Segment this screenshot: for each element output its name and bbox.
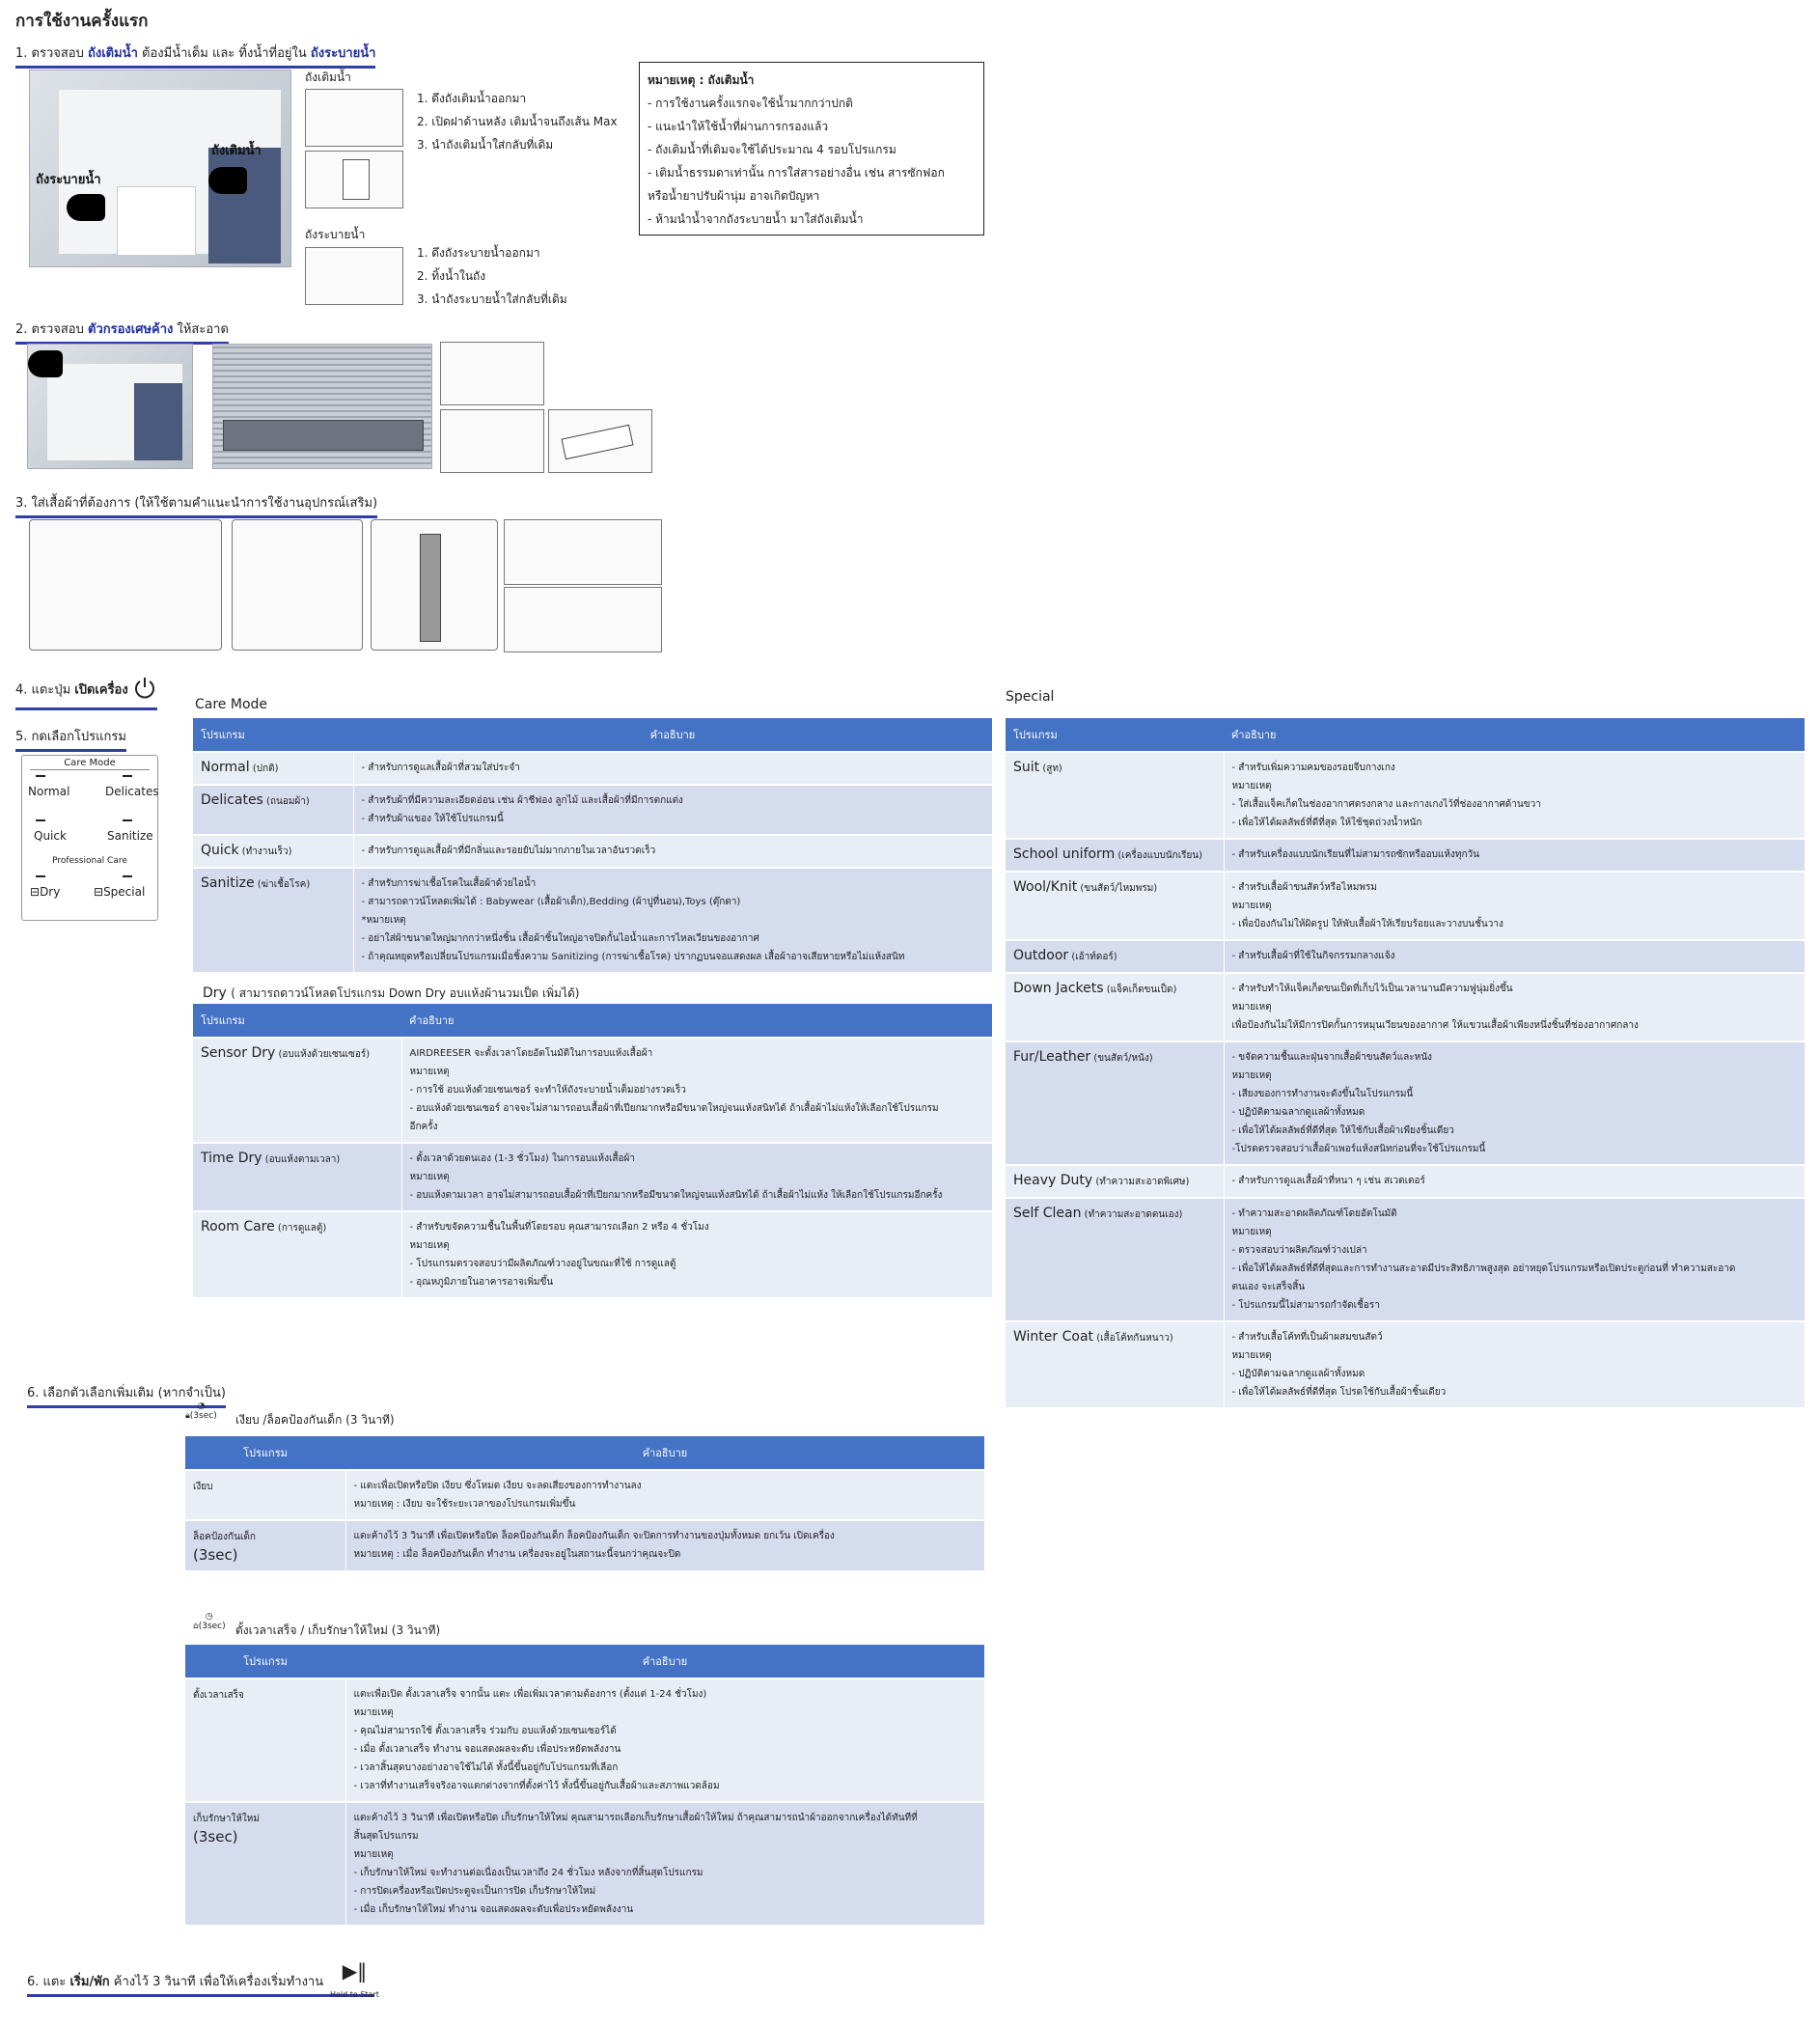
program-name: ตั้งเวลาเสร็จ — [193, 1690, 244, 1701]
quiet-title: เงียบ /ล็อคป้องกันเด็ก (3 วินาที) — [235, 1413, 395, 1427]
program-name-cell — [1006, 1321, 1224, 1408]
note-line-6: - ห้ามนำน้ำจากถังระบายน้ำ มาใส่ถังเติมน้ำ — [648, 212, 864, 226]
quiet-table — [185, 1436, 984, 1572]
program-name-cell — [185, 1470, 345, 1520]
program-name: เก็บรักษาให้ใหม่ — [193, 1814, 260, 1824]
pointing-hand-icon — [67, 194, 105, 221]
hanger-sketch-4 — [504, 519, 662, 585]
quiet-icon-text: (3sec) — [189, 1411, 217, 1421]
special-col-program: โปรแกรม — [1006, 718, 1224, 752]
filter-sketch-2 — [440, 409, 544, 473]
fill-step-2: 2. เปิดฝาด้านหลัง เติมน้ำจนถึงเส้น Max — [417, 115, 618, 128]
timer-col-desc: คำอธิบาย — [345, 1645, 984, 1678]
step2-heading-highlight: ตัวกรองเศษค้าง — [88, 322, 174, 337]
drain-step-1: 1. ดึงถังระบายน้ำออกมา — [417, 246, 540, 260]
step2-photo-1 — [27, 344, 193, 469]
program-name-cell — [193, 785, 353, 835]
program-thai: (ขนสัตว์/ไหมพรม) — [1077, 883, 1158, 894]
dry-col-desc: คำอธิบาย — [401, 1004, 992, 1038]
program-description: แตะค้างไว้ 3 วินาที เพื่อเปิดหรือปิด เก็บรักษาให้ใหม่ คุณสามารถเลือกเก็บรักษาเสื้อผ้าให้ใหม่ ถ้าคุณสามารถนำผ้าออกจากเครื่องได้ทันทีที่ สิ้นสุดโปรแกรม หมายเหตุ - เก็บรักษาให้ใหม่ จะทำงานต่อเนื่องเป็นเวลาถึง 24 ชั่วโมง หลังจากที่สิ้นสุดโปรแกรม - การปิดเครื่องหรือเปิดประตูจะเป็นการปิด เก็บรักษาให้ใหม่ - เมื่อ เก็บรักษาให้ใหม่ ทำงาน จอแสดงผลจะดับเพื่อประหยัดพลังงาน — [345, 1802, 984, 1926]
table-row — [1006, 940, 1805, 973]
care-mode-table — [193, 718, 992, 974]
hanger-sketch-2 — [232, 519, 363, 651]
program-thai: (ทำงานเร็ว) — [238, 846, 292, 857]
hold-to-start-caption: Hold to Start — [330, 1990, 379, 1999]
table-row — [1006, 872, 1805, 940]
quiet-col-program: โปรแกรม — [185, 1436, 345, 1470]
fill-tank-sketch-2 — [305, 151, 403, 208]
step2-heading-post: ให้สะอาด — [173, 322, 229, 337]
note-line-4: - เติมน้ำธรรมดาเท่านั้น การใส่สารอย่างอื่น เช่น สารซักฟอก — [648, 166, 945, 180]
fill-tank-title: ถังเติมน้ำ — [305, 70, 351, 84]
quiet-mode-icon: ◔ — [197, 1401, 206, 1411]
program-thai: (เสื้อโค้ทกันหนาว) — [1093, 1333, 1173, 1344]
special-table — [1006, 718, 1805, 1409]
control-panel — [21, 755, 158, 921]
program-name-cell — [193, 1143, 401, 1211]
program-thai: (ทำความสะอาดตนเอง) — [1081, 1209, 1183, 1220]
timer-icon: ◷ — [205, 1612, 213, 1622]
step1-heading-highlight-drain: ถังระบายน้ำ — [310, 46, 376, 61]
fill-step-3: 3. นำถังเติมน้ำใส่กลับที่เดิม — [417, 138, 554, 152]
dry-sub: ( สามารถดาวน์โหลดโปรแกรม Down Dry อบแห้งผ้านวมเป็ด เพิ่มได้) — [231, 986, 580, 1000]
panel-delicates[interactable]: Delicates — [105, 785, 159, 798]
program-name: Suit — [1013, 760, 1040, 775]
panel-sanitize[interactable]: Sanitize — [107, 829, 153, 843]
program-description: - สำหรับทำให้แจ็คเก็ตขนเป็ดที่เก็บไว้เป็นเวลานานมีความฟูนุ่มยิ่งขึ้น หมายเหตุ เพื่อป้องกันไม่ให้มีการปิดกั้นการหมุนเวียนของอากาศ ให้แขวนเสื้อผ้าเพียงหนึ่งชิ้นที่ช่องอากาศกลาง — [1224, 973, 1805, 1041]
panel-special-label: Special — [103, 885, 146, 899]
timer-col-program: โปรแกรม — [185, 1645, 345, 1678]
table-row — [1006, 1041, 1805, 1165]
quiet-icon-group — [185, 1401, 217, 1421]
program-name-cell — [193, 752, 353, 785]
step1-heading-mid: ต้องมีน้ำเต็ม และ ทิ้งน้ำที่อยู่ใน — [137, 46, 311, 61]
program-name: Heavy Duty — [1013, 1173, 1093, 1188]
program-name: Fur/Leather — [1013, 1049, 1091, 1065]
program-thai: (สูท) — [1039, 763, 1062, 774]
program-description: - สำหรับเสื้อโค้ทที่เป็นผ้าผสมขนสัตว์ หมายเหตุ - ปฏิบัติตามฉลากดูแลผ้าทั้งหมด - เพื่อให้ได้ผลลัพธ์ที่ดีที่สุด โปรดใช้กับเสื้อผ้าชิ้นเดียว — [1224, 1321, 1805, 1408]
table-row — [1006, 839, 1805, 872]
program-name: Time Dry — [201, 1151, 262, 1166]
program-name: Outdoor — [1013, 948, 1069, 963]
program-description: - สำหรับการดูแลเสื้อผ้าที่สวมใส่ประจำ — [353, 752, 992, 785]
program-thai: (ปกติ) — [249, 763, 279, 774]
step6-heading: 6. เลือกตัวเลือกเพิ่มเติม (หากจำเป็น) — [27, 1382, 226, 1408]
program-description: - สำหรับการฆ่าเชื้อโรคในเสื้อผ้าด้วยไอน้ำ - สามารถดาวน์โหลดเพิ่มได้ : Babywear (เสื้อผ้าเด็ก),Bedding (ผ้าปูที่นอน),Toys (ตุ๊กตา) *หมายเหตุ - อย่าใส่ผ้าขนาดใหญ่มากกว่าหนึ่งชิ้น เสื้อผ้าชิ้นใหญ่อาจปิดกั้นไอน้ำและการไหลเวียนของอากาศ - ถ้าคุณหยุดหรือเปลี่ยนโปรแกรมเมื่อชิ้งความ Sanitizing (การฆ่าเชื้อโรค) ปรากฏบนจอแสดงผล เสื้อผ้าอาจเสียหายหรือไม่แห้งสนิท — [353, 868, 992, 973]
program-description: - สำหรับเครื่องแบบนักเรียนที่ไม่สามารถซักหรืออบแห้งทุกวัน — [1224, 839, 1805, 872]
drain-tank-title: ถังระบายน้ำ — [305, 228, 366, 241]
quiet-col-desc: คำอธิบาย — [345, 1436, 984, 1470]
panel-normal[interactable]: Normal — [28, 785, 70, 798]
step1-heading — [15, 42, 375, 69]
table-row — [1006, 1165, 1805, 1198]
step4-heading — [15, 676, 157, 710]
photo-label-drain: ถังระบายน้ำ — [36, 173, 101, 187]
program-name: Sanitize — [201, 875, 255, 891]
program-description: - สำหรับขจัดความชื้นในพื้นที่โดยรอบ คุณสามารถเลือก 2 หรือ 4 ชั่วโมง หมายเหตุ - โปรแกรมตรวจสอบว่ามีผลิตภัณฑ์วางอยู่ในขณะที่ใช้ การดูแลตู้ - อุณหภูมิภายในอาคารอาจเพิ่มขึ้น — [401, 1211, 992, 1298]
dry-label-row — [203, 985, 579, 1003]
step7-heading-pre: 6. แตะ — [27, 1975, 70, 1989]
dry-col-program: โปรแกรม — [193, 1004, 401, 1038]
step2-photo-filter — [212, 344, 432, 469]
program-name-cell — [1006, 940, 1224, 973]
table-row — [193, 868, 992, 973]
program-description: AIRDREESER จะตั้งเวลาโดยอัตโนมัติในการอบแห้งเสื้อผ้า หมายเหตุ - การใช้ อบแห้งด้วยเซนเซอร์ จะทำให้ถังระบายน้ำเต็มอย่างรวดเร็ว - อบแห้งด้วยเซนเซอร์ อาจจะไม่สามารถอบเสื้อผ้าที่เปียกมากหรือมีขนาดใหญ่จนแห้งสนิทได้ ถ้าเสื้อผ้าไม่แห้งให้เลือกใช้โปรแกรม อีกครั้ง — [401, 1038, 992, 1143]
step4-heading-pre: 4. แตะปุ่ม — [15, 682, 75, 698]
care-col-desc: คำอธิบาย — [353, 718, 992, 752]
table-row — [185, 1802, 984, 1926]
program-name-cell — [1006, 752, 1224, 839]
program-thai: (อบแห้งด้วยเซนเซอร์) — [275, 1049, 371, 1060]
program-name-cell — [1006, 872, 1224, 940]
step2-heading — [15, 319, 229, 345]
note-line-2: - แนะนำให้ใช้น้ำที่ผ่านการกรองแล้ว — [648, 120, 829, 133]
timer-icon-text: (3sec) — [198, 1622, 226, 1631]
panel-care-mode: Care Mode — [64, 758, 116, 768]
dry-table — [193, 1004, 992, 1299]
program-name-cell — [1006, 1165, 1224, 1198]
program-name: Sensor Dry — [201, 1045, 276, 1061]
program-thai: (เครื่องแบบนักเรียน) — [1115, 850, 1203, 861]
program-name-cell — [193, 868, 353, 973]
program-name: เงียบ — [193, 1482, 213, 1492]
note-line-5: หรือน้ำยาปรับผ้านุ่ม อาจเกิดปัญหา — [648, 189, 820, 203]
program-description: - สำหรับการดูแลเสื้อผ้าที่หนา ๆ เช่น สเวตเตอร์ — [1224, 1165, 1805, 1198]
program-description: - สำหรับเสื้อผ้าที่ใช้ในกิจกรรมกลางแจ้ง — [1224, 940, 1805, 973]
step7-heading-post: ค้างไว้ 3 วินาที เพื่อให้เครื่องเริ่มทำงาน — [109, 1975, 324, 1989]
program-name: School uniform — [1013, 846, 1116, 862]
program-description: - แตะเพื่อเปิดหรือปิด เงียบ ซึ่งโหมด เงียบ จะลดเสียงของการทำงานลง หมายเหตุ : เงียบ จะใช้ระยะเวลาของโปรแกรมเพิ่มขึ้น — [345, 1470, 984, 1520]
program-name-cell — [193, 835, 353, 868]
table-row — [1006, 752, 1805, 839]
table-row — [193, 835, 992, 868]
table-row — [1006, 1321, 1805, 1408]
pointing-hand-icon-3 — [28, 350, 63, 377]
program-description: - ตั้งเวลาด้วยตนเอง (1-3 ชั่วโมง) ในการอบแห้งเสื้อผ้า หมายเหตุ - อบแห้งตามเวลา อาจไม่สามารถอบเสื้อผ้าที่เปียกมากหรือมีขนาดใหญ่จนแห้งสนิทได้ ถ้าเสื้อผ้าไม่แห้ง ให้เลือกใช้โปรแกรมอีกครั้ง — [401, 1143, 992, 1211]
fill-tank-sketch-1 — [305, 89, 403, 147]
program-description: - ขจัดความชื้นและฝุ่นจากเสื้อผ้าขนสัตว์และหนัง หมายเหตุ - เสียงของการทำงานจะดังขึ้นในโปรแกรมนี้ - ปฏิบัติตามฉลากดูแลผ้าทั้งหมด - เพื่อให้ได้ผลลัพธ์ที่ดีที่สุด ให้ใช้กับเสื้อผ้าเพียงชิ้นเดียว -โปรดตรวจสอบว่าเสื้อผ้าเพอร์แห้งสนิทก่อนที่จะใช้โปรแกรมนี้ — [1224, 1041, 1805, 1165]
step1-heading-highlight-fill: ถังเติมน้ำ — [88, 46, 138, 61]
program-name-cell — [1006, 839, 1224, 872]
power-icon — [132, 676, 157, 705]
table-row — [185, 1678, 984, 1802]
program-thai: (การดูแลตู้) — [274, 1223, 327, 1234]
hanger-sketch-1 — [29, 519, 222, 651]
note-line-3: - ถังเติมน้ำที่เติมจะใช้ได้ประมาณ 4 รอบโปรแกรม — [648, 143, 896, 156]
program-description: - สำหรับเพิ่มความคมของรอยจีบกางเกง หมายเหตุ - ใส่เสื้อแจ็คเก็ตในช่องอากาศตรงกลาง และกางเกงไว้ที่ช่องอากาศด้านขวา - เพื่อให้ได้ผลลัพธ์ที่ดีที่สุด ให้ใช้ชุดถ่วงน้ำหนัก — [1224, 752, 1805, 839]
program-description: - ทำความสะอาดผลิตภัณฑ์โดยอัตโนมัติ หมายเหตุ - ตรวจสอบว่าผลิตภัณฑ์ว่างเปล่า - เพื่อให้ได้ผลลัพธ์ที่ดีที่สุดและการทำงานสะอาดมีประสิทธิภาพสูงสุด อย่าหยุดโปรแกรมหรือเปิดประตูก่อนที่ ทำความสะอาด ตนเอง จะเสร็จสิ้น - โปรแกรมนี้ไม่สามารถกำจัดเชื้อรา — [1224, 1198, 1805, 1321]
table-row — [193, 1211, 992, 1298]
program-name: Room Care — [201, 1219, 275, 1234]
program-thai: (อบแห้งตามเวลา) — [262, 1154, 341, 1165]
step1-heading-pre: 1. ตรวจสอบ — [15, 46, 89, 61]
note-title: หมายเหตุ : ถังเติมน้ำ — [648, 73, 755, 87]
program-name-cell — [1006, 973, 1224, 1041]
special-col-desc: คำอธิบาย — [1224, 718, 1805, 752]
program-name-cell — [1006, 1198, 1224, 1321]
program-thai: (แจ็คเก็ตขนเป็ด) — [1103, 985, 1177, 995]
fill-step-1: 1. ดึงถังเติมน้ำออกมา — [417, 92, 527, 105]
panel-professional-care: Professional Care — [52, 856, 127, 866]
table-row — [193, 1038, 992, 1143]
play-pause-icon: ▶‖ — [342, 1959, 368, 1983]
note-line-1: - การใช้งานครั้งแรกจะใช้น้ำมากกว่าปกติ — [648, 97, 853, 110]
page-title: การใช้งานครั้งแรก — [15, 12, 149, 31]
program-name: Self Clean — [1013, 1206, 1082, 1221]
table-row — [1006, 973, 1805, 1041]
special-label: Special — [1006, 689, 1055, 705]
program-description: แตะเพื่อเปิด ตั้งเวลาเสร็จ จากนั้น แตะ เพื่อเพิ่มเวลาตามต้องการ (ตั้งแต่ 1-24 ชั่วโมง) หมายเหตุ - คุณไม่สามารถใช้ ตั้งเวลาเสร็จ ร่วมกับ อบแห้งด้วยเซนเซอร์ได้ - เมื่อ ตั้งเวลาเสร็จ ทำงาน จอแสดงผลจะดับ เพื่อประหยัดพลังงาน - เวลาสิ้นสุดบางอย่างอาจใช้ไม่ได้ ทั้งนี้ขึ้นอยู่กับโปรแกรมที่เลือก - เวลาที่ทำงานเสร็จจริงอาจแตกต่างจากที่ตั้งค่าไว้ ทั้งนี้ขึ้นอยู่กับเสื้อผ้าและสภาพแวดล้อม — [345, 1678, 984, 1802]
program-name: Down Jackets — [1013, 981, 1104, 996]
step5-heading: 5. กดเลือกโปรแกรม — [15, 726, 126, 752]
program-thai: (ถนอมผ้า) — [262, 796, 310, 807]
step7-heading — [27, 1971, 374, 1997]
dry-icon: ⊟ — [30, 885, 41, 899]
program-name: Delicates — [201, 792, 263, 808]
care-mode-label: Care Mode — [195, 697, 268, 712]
step4-heading-bold: เปิดเครื่อง — [74, 682, 128, 698]
keep-fresh-icon: ⌂ — [193, 1622, 199, 1631]
program-name-cell — [1006, 1041, 1224, 1165]
option-icon-text: (3sec) — [193, 1828, 238, 1845]
pointing-hand-icon-2 — [208, 167, 247, 194]
table-row — [193, 1143, 992, 1211]
step7-heading-bold: เริ่ม/พัก — [69, 1975, 110, 1989]
filter-sketch-3 — [548, 409, 652, 473]
program-thai: (ฆ่าเชื้อโรค) — [254, 879, 311, 890]
table-row — [193, 752, 992, 785]
program-name: Normal — [201, 760, 250, 775]
panel-quick[interactable]: Quick — [34, 829, 67, 843]
program-name: ล็อคป้องกันเด็ก — [193, 1532, 256, 1542]
program-name: Winter Coat — [1013, 1329, 1094, 1345]
special-icon: ⊟ — [94, 885, 104, 899]
program-thai: (ทำความสะอาดพิเศษ) — [1092, 1177, 1190, 1187]
dry-label: Dry — [203, 985, 227, 1001]
program-name-cell — [185, 1678, 345, 1802]
panel-dry-label: Dry — [40, 885, 61, 899]
step3-heading: 3. ใส่เสื้อผ้าที่ต้องการ (ให้ใช้ตามคำแนะนำการใช้งานอุปกรณ์เสริม) — [15, 492, 377, 518]
program-name-cell — [193, 1211, 401, 1298]
table-row — [185, 1470, 984, 1520]
program-description: - สำหรับผ้าที่มีความละเอียดอ่อน เช่น ผ้าชีฟอง ลูกไม้ และเสื้อผ้าที่มีการตกแต่ง - สำหรับผ้าแของ ให้ใช้โปรแกรมนี้ — [353, 785, 992, 835]
drain-step-2: 2. ทิ้งน้ำในถัง — [417, 269, 486, 283]
program-thai: (เอ้าท์ดอร์) — [1068, 952, 1117, 962]
program-name-cell — [185, 1802, 345, 1926]
program-description: - สำหรับเสื้อผ้าขนสัตว์หรือไหมพรม หมายเหตุ - เพื่อป้องกันไม่ให้ผิดรูป ให้พับเสื้อผ้าให้เรียบร้อยและวางบนชั้นวาง — [1224, 872, 1805, 940]
panel-dry[interactable] — [30, 885, 60, 899]
program-name-cell — [193, 1038, 401, 1143]
program-description: แตะค้างไว้ 3 วินาที เพื่อเปิดหรือปิด ล็อคป้องกันเด็ก ล็อคป้องกันเด็ก จะปิดการทำงานของปุ่มทั้งหมด ยกเว้น เปิดเครื่อง หมายเหตุ : เมื่อ ล็อคป้องกันเด็ก ทำงาน เครื่องจะอยู่ในสถานะนี้จนกว่าคุณจะปิด — [345, 1520, 984, 1571]
timer-table — [185, 1645, 984, 1927]
step2-heading-pre: 2. ตรวจสอบ — [15, 322, 89, 337]
program-thai: (ขนสัตว์/หนัง) — [1090, 1053, 1153, 1064]
program-name: Wool/Knit — [1013, 879, 1078, 895]
hanger-sketch-5 — [504, 587, 662, 652]
hanger-sketch-3 — [371, 519, 498, 651]
table-row — [185, 1520, 984, 1571]
drain-step-3: 3. นำถังระบายน้ำใส่กลับที่เดิม — [417, 292, 567, 306]
step1-photo — [29, 69, 291, 267]
child-lock-icon: 🔒︎ — [185, 1411, 190, 1421]
filter-sketch-1 — [440, 342, 544, 405]
table-row — [193, 785, 992, 835]
program-description: - สำหรับการดูแลเสื้อผ้าที่มีกลิ่นและรอยยับไม่มากภายในเวลาอันรวดเร็ว — [353, 835, 992, 868]
start-pause-button[interactable] — [330, 1959, 379, 2001]
program-name-cell — [185, 1520, 345, 1571]
program-name: Quick — [201, 843, 239, 858]
drain-tank-sketch — [305, 247, 403, 305]
option-icon-text: (3sec) — [193, 1546, 238, 1564]
timer-icon-group — [193, 1612, 226, 1631]
panel-special[interactable] — [94, 885, 145, 899]
photo-label-fill: ถังเติมน้ำ — [211, 144, 262, 158]
table-row — [1006, 1198, 1805, 1321]
care-col-program: โปรแกรม — [193, 718, 353, 752]
timer-title: ตั้งเวลาเสร็จ / เก็บรักษาให้ใหม่ (3 วินาที) — [235, 1623, 441, 1637]
fill-tank-note-box — [639, 62, 984, 236]
